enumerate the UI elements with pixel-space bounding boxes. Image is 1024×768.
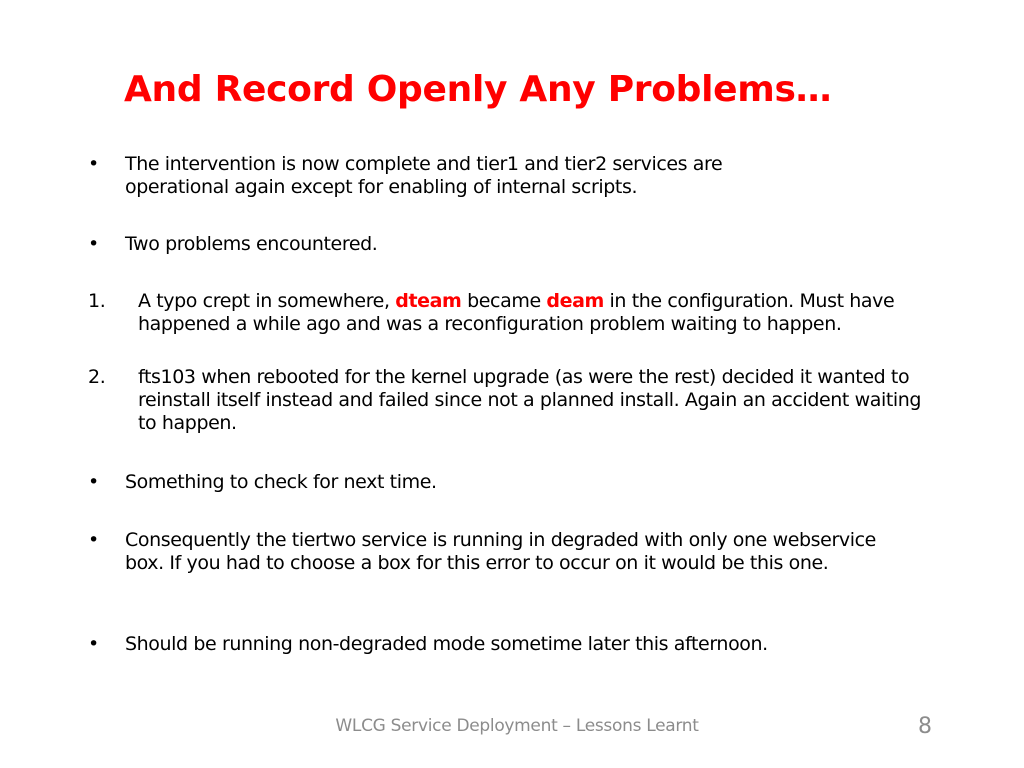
highlight-deam: deam bbox=[546, 290, 604, 312]
bullet-marker: • bbox=[88, 153, 99, 175]
bullet-text: Two problems encountered. bbox=[125, 233, 378, 255]
bullet-item-check bbox=[88, 471, 968, 495]
highlight-dteam: dteam bbox=[395, 290, 462, 312]
number-marker: 2. bbox=[88, 366, 106, 388]
numbered-item-fts103 bbox=[88, 366, 968, 438]
text-segment: became bbox=[461, 290, 547, 312]
bullet-item-degraded bbox=[88, 529, 968, 601]
bullet-marker: • bbox=[88, 633, 99, 655]
text-segment: in the configuration. Must have happened a while ago and was a reconfiguration problem waiting to happen. bbox=[138, 290, 895, 335]
bullet-item-non-degraded bbox=[88, 633, 968, 657]
number-marker: 1. bbox=[88, 290, 106, 312]
bullet-text: The intervention is now complete and tier1 and tier2 services are operational again except for enabling of internal scripts. bbox=[125, 153, 723, 198]
bullet-marker: • bbox=[88, 233, 99, 255]
bullet-text: Should be running non-degraded mode sometime later this afternoon. bbox=[125, 633, 768, 655]
page-number: 8 bbox=[918, 714, 932, 739]
numbered-text: fts103 when rebooted for the kernel upgrade (as were the rest) decided it wanted to reinstall itself instead and failed since not a planned install. Again an accident waiting to happen. bbox=[138, 366, 922, 434]
bullet-item-intervention bbox=[88, 153, 968, 201]
numbered-text bbox=[138, 290, 918, 336]
slide-footer: WLCG Service Deployment – Lessons Learnt bbox=[335, 716, 699, 736]
bullet-marker: • bbox=[88, 471, 99, 493]
text-segment: A typo crept in somewhere, bbox=[138, 290, 396, 312]
bullet-item-two-problems bbox=[88, 233, 968, 257]
slide-title: And Record Openly Any Problems… bbox=[124, 69, 832, 110]
bullet-text: Something to check for next time. bbox=[125, 471, 437, 493]
numbered-item-typo bbox=[88, 290, 968, 362]
bullet-marker: • bbox=[88, 529, 99, 551]
bullet-text: Consequently the tiertwo service is running in degraded with only one webservice box. If you had to choose a box for this error to occur on it would be this one. bbox=[125, 529, 876, 574]
